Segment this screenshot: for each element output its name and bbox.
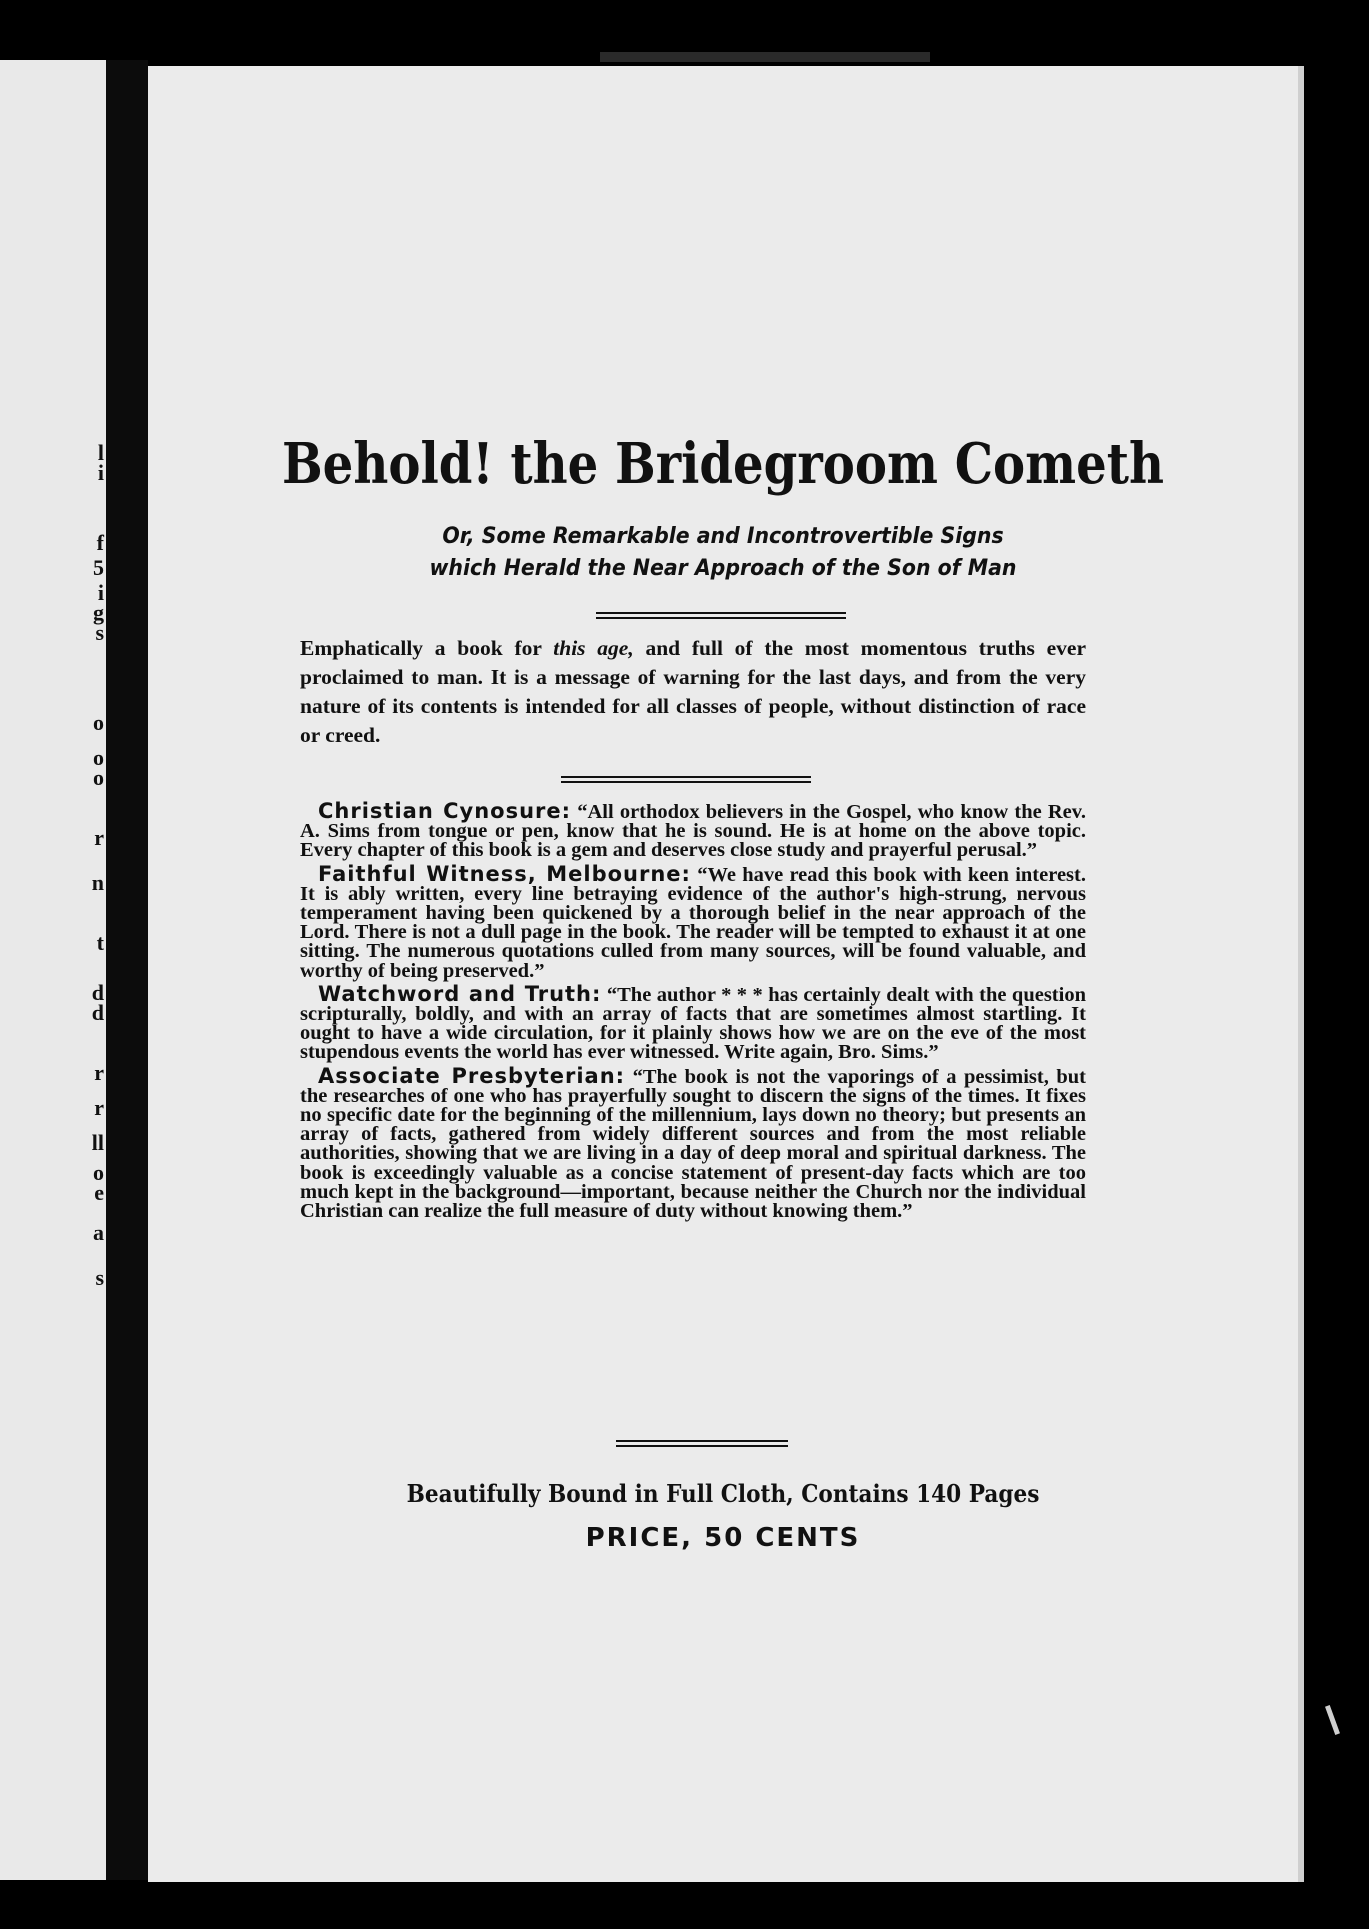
- left-page-letter: o: [93, 1160, 104, 1185]
- review-source: Christian Cynosure:: [318, 799, 572, 823]
- main-title: Behold! the Bridegroom Cometh: [281, 431, 1165, 497]
- left-page-letter: e: [94, 1180, 104, 1205]
- binding-note: Beautifully Bound in Full Cloth, Contains 140 Pages: [406, 1479, 1040, 1508]
- left-page-letter: t: [96, 930, 104, 955]
- review-source: Faithful Witness, Melbourne:: [318, 861, 691, 886]
- review-christian-cynosure: [300, 799, 1087, 862]
- left-page-letter: r: [94, 1060, 104, 1085]
- left-page-letter: i: [97, 580, 104, 605]
- divider-rule: [561, 776, 811, 783]
- left-page-letter: g: [93, 600, 104, 625]
- review-quote: “All orthodox believers in the Gospel, who know the Rev. A. Sims from tongue or pen, know that he is sound. He is at home on the above topic. Every chapter of this book is a gem and deserves close study and prayerful perusal.”: [300, 801, 1087, 862]
- left-page-letter: ll: [91, 1130, 104, 1155]
- reviews-section: [300, 799, 1087, 1225]
- review-quote: “The book is not the vaporings of a pessimist, but the researches of one who has prayerfully sought to discern the signs of the times. It fixes no specific date for the beginning of the millennium, lays down no theory; but presents an array of facts, gathered from widely different sources and from the most reliable authorities, showing that we are living in a day of deep moral and spiritual darkness. The book is exceedingly valuable as a concise statement of present-day facts which are too much kept in the background—important, because neither the Church nor the individual Christian can realize the full measure of duty without knowing them.”: [300, 1065, 1087, 1223]
- divider-rule: [616, 1440, 788, 1447]
- review-quote: “The author * * * has certainly dealt with the question scripturally, boldly, and with an array of facts that are sometimes almost startling. It ought to have a wide circulation, for it plainly shows how we are on the eve of the most stupendous events the world has ever witnessed. Write again, Bro. Sims.”: [300, 983, 1086, 1064]
- review-quote: “We have read this book with keen interest. It is ably written, every line betraying evidence of the author's high-strung, nervous temperament having been quickened by a thorough belief in the near approach of the Lord. There is not a dull page in the book. The reader will be tempted to exhaust it at one sitting. The numerous quotations culled from many sources, will be found valuable, and worthy of being preserved.”: [300, 863, 1086, 982]
- review-associate-presbyterian: [300, 1063, 1087, 1223]
- price: PRICE, 50 CENTS: [585, 1523, 861, 1553]
- page-gutter: [106, 60, 148, 1880]
- left-page-letter: d: [91, 980, 104, 1005]
- left-page-letter: r: [94, 825, 104, 850]
- left-page-letter: d: [91, 1000, 104, 1025]
- top-shadow-strip: [600, 52, 930, 62]
- book-page: [148, 66, 1298, 1882]
- intro-emphasis: this age,: [553, 636, 634, 660]
- left-page-letter: i: [97, 460, 104, 485]
- left-page-letter: a: [93, 1220, 104, 1245]
- left-page-letter: s: [95, 620, 104, 645]
- corner-mark: [1325, 1705, 1340, 1735]
- review-source: Watchword and Truth:: [318, 981, 602, 1006]
- intro-text-before: Emphatically a book for: [300, 636, 554, 660]
- left-page-letter: s: [95, 1265, 104, 1290]
- left-page-letter: l: [97, 440, 104, 465]
- left-page-letter: 5: [93, 555, 104, 580]
- left-page-letter: r: [94, 1095, 104, 1120]
- subtitle-line-2: which Herald the Near Approach of the Son of Man: [429, 556, 1017, 581]
- review-source: Associate Presbyterian:: [318, 1063, 626, 1088]
- left-page-letter: o: [93, 710, 104, 735]
- review-watchword-and-truth: [300, 981, 1086, 1064]
- subtitle-line-1: Or, Some Remarkable and Incontrovertible Signs: [442, 524, 1004, 549]
- left-page-letter: o: [93, 745, 104, 770]
- intro-text-after: and full of the most momentous truths ever proclaimed to man. It is a message of warning for the last days, and from the very nature of its contents is intended for all classes of people, without distinction of race or creed.: [300, 636, 1086, 747]
- intro-paragraph: [300, 634, 1086, 750]
- page-right-edge: [1298, 66, 1304, 1882]
- left-page-fragment: [0, 60, 106, 1880]
- left-page-letter: n: [91, 870, 104, 895]
- left-page-letter: f: [96, 530, 104, 555]
- left-page-letter: o: [93, 765, 104, 790]
- divider-rule: [596, 612, 846, 619]
- review-faithful-witness: [300, 861, 1086, 982]
